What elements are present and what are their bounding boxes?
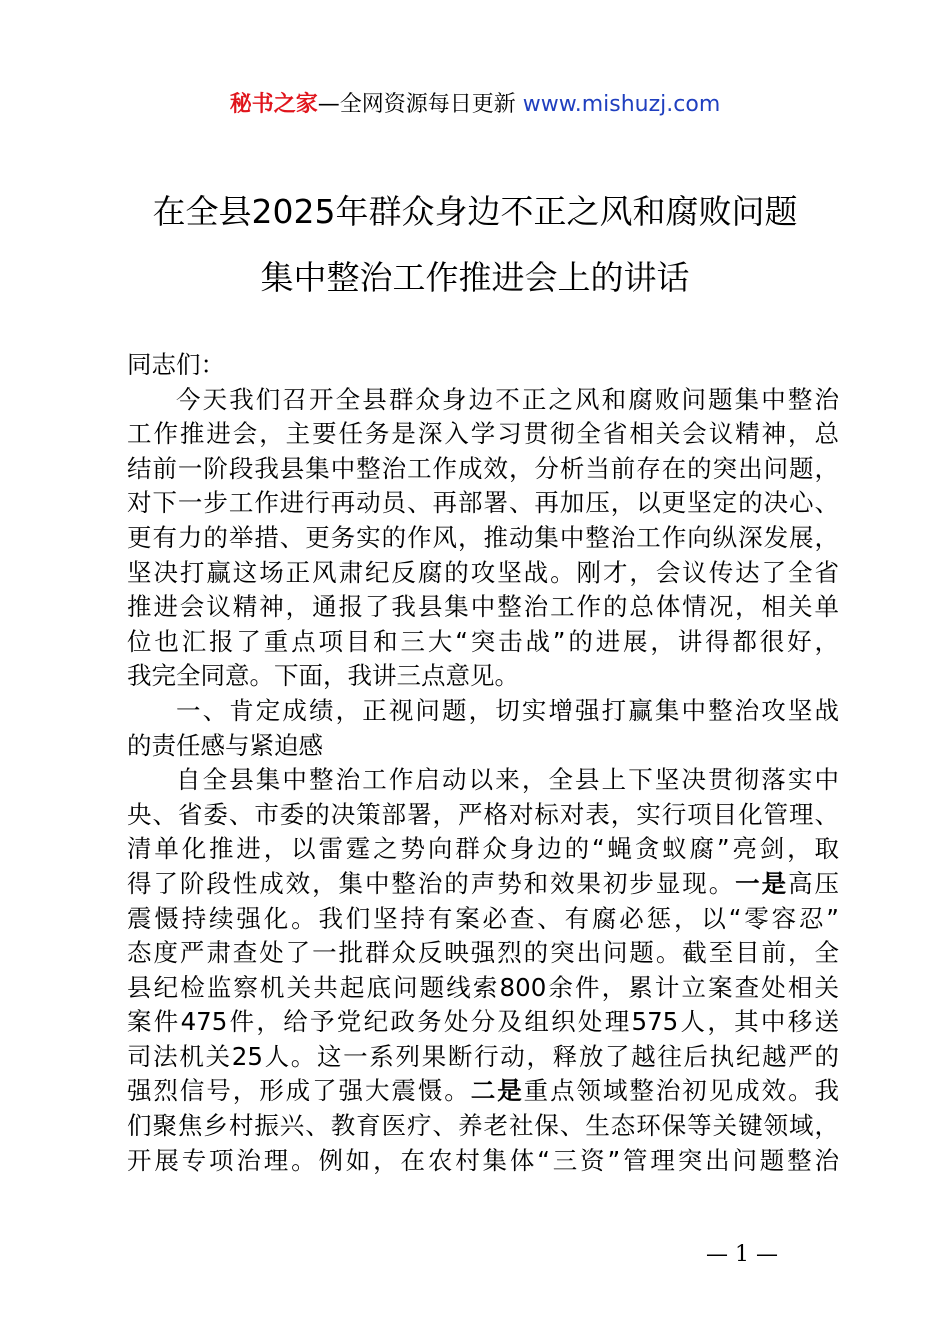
text-run: 高压 <box>788 868 840 898</box>
paragraph-1-line: 对下一步工作进行再动员、再部署、再加压，以更坚定的决心、 <box>127 488 839 518</box>
document-title-line-2: 集中整治工作推进会上的讲话 <box>260 258 690 297</box>
paragraph-2-line: 们聚焦乡村振兴、教育医疗、养老社保、生态环保等关键领域， <box>127 1111 839 1141</box>
greeting: 同志们： <box>127 350 225 379</box>
paragraph-2-line: 态度严肃查处了一批群众反映强烈的突出问题。截至目前，全 <box>127 938 839 968</box>
paragraph-2-line: 县纪检监察机关共起底问题线索800余件，累计立案查处相关 <box>127 972 839 1002</box>
section-heading-line: 的责任感与紧迫感 <box>127 730 323 760</box>
text-run: 重点领域整治初见成效。我 <box>523 1076 840 1106</box>
header-tagline: —全网资源每日更新 <box>317 92 523 117</box>
page-number: — 1 — <box>706 1242 778 1267</box>
paragraph-1-line: 我完全同意。下面，我讲三点意见。 <box>127 661 519 691</box>
section-heading-line: 一、肯定成绩，正视问题，切实增强打赢集中整治攻坚战 <box>176 695 839 725</box>
paragraph-2-line: 开展专项治理。例如，在农村集体“三资”管理突出问题整治 <box>127 1145 839 1175</box>
brand-name: 秘书之家 <box>229 92 318 117</box>
text-run: 强烈信号，形成了强大震慑。 <box>127 1076 471 1106</box>
paragraph-2-line: 自全县集中整治工作启动以来，全县上下坚决贯彻落实中 <box>176 765 839 795</box>
text-run: 得了阶段性成效，集中整治的声势和效果初步显现。 <box>127 868 736 898</box>
document-body <box>127 348 839 1178</box>
paragraph-1-line: 推进会议精神，通报了我县集中整治工作的总体情况，相关单 <box>127 592 839 622</box>
paragraph-1-line: 结前一阶段我县集中整治工作成效，分析当前存在的突出问题， <box>127 453 839 483</box>
paragraph-2-line <box>127 1074 839 1109</box>
emphasis-marker: 二是 <box>470 1076 524 1106</box>
document-title-line-1: 在全县2025年群众身边不正之风和腐败问题 <box>152 192 798 231</box>
paragraph-1-line: 工作推进会，主要任务是深入学习贯彻全省相关会议精神，总 <box>127 419 839 449</box>
site-header <box>0 88 950 122</box>
emphasis-marker: 一是 <box>735 868 789 898</box>
paragraph-2-line: 央、省委、市委的决策部署，严格对标对表，实行项目化管理、 <box>127 799 839 829</box>
paragraph-2-line: 司法机关25人。这一系列果断行动，释放了越往后执纪越严的 <box>127 1041 839 1071</box>
paragraph-2-line <box>127 867 839 902</box>
paragraph-1-line: 坚决打赢这场正风肃纪反腐的攻坚战。刚才，会议传达了全省 <box>127 557 839 587</box>
paragraph-1-line: 今天我们召开全县群众身边不正之风和腐败问题集中整治 <box>176 384 839 414</box>
paragraph-2-line: 清单化推进，以雷霆之势向群众身边的“蝇贪蚁腐”亮剑，取 <box>127 834 839 864</box>
paragraph-1-line: 位也汇报了重点项目和三大“突击战”的进展，讲得都很好， <box>127 626 839 656</box>
site-url[interactable]: www.mishuzj.com <box>522 92 721 117</box>
paragraph-2-line: 案件475件，给予党纪政务处分及组织处理575人，其中移送 <box>127 1007 839 1037</box>
paragraph-1-line: 更有力的举措、更务实的作风，推动集中整治工作向纵深发展， <box>127 522 839 552</box>
paragraph-2-line: 震慑持续强化。我们坚持有案必查、有腐必惩，以“零容忍” <box>127 903 839 933</box>
